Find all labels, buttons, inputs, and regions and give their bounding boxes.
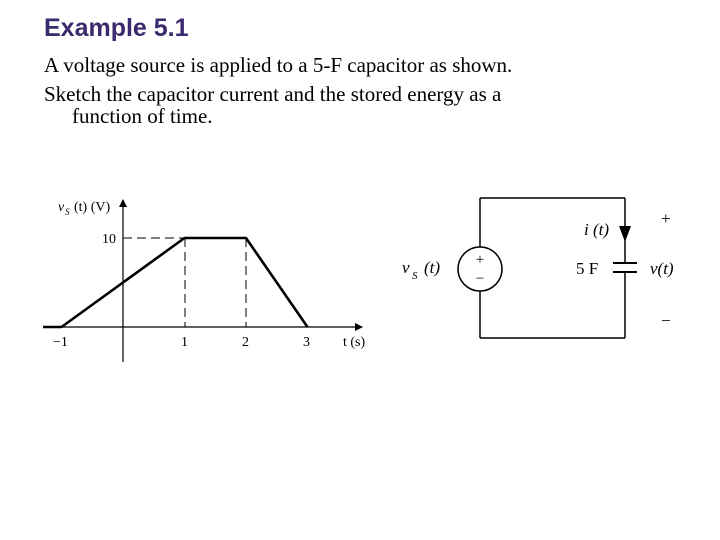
- y-axis-label-rest: (t) (V): [74, 200, 111, 215]
- slide-title: Example 5.1: [44, 14, 189, 42]
- capacitor-minus-sign: −: [661, 311, 671, 330]
- current-direction-arrow: [619, 226, 631, 242]
- problem-text-line-3: function of time.: [72, 104, 213, 128]
- x-tick-label-2: 2: [242, 335, 249, 350]
- voltage-waveform-graph: [43, 200, 365, 362]
- source-plus-sign: +: [475, 252, 485, 268]
- source-label-rest: (t): [424, 258, 441, 277]
- capacitor-voltage-label: v(t): [650, 259, 674, 278]
- y-axis-label-v: v: [58, 200, 65, 215]
- x-tick-label-1: 1: [181, 335, 188, 350]
- x-axis-label: t (s): [343, 335, 366, 350]
- source-minus-sign: −: [475, 271, 485, 287]
- capacitor-plus-sign: +: [661, 209, 671, 228]
- capacitor-value-label: 5 F: [576, 259, 599, 278]
- voltage-waveform-line: [43, 238, 307, 327]
- circuit-diagram: [402, 198, 674, 338]
- problem-text-line-2: Sketch the capacitor current and the stored energy as a: [44, 82, 502, 106]
- current-label: i (t): [584, 220, 610, 239]
- y-axis-label-sub: S: [65, 207, 70, 217]
- source-label-v: v: [402, 258, 410, 277]
- source-label-sub: S: [412, 270, 418, 282]
- x-tick-label-minus-1: −1: [53, 335, 68, 350]
- y-tick-label-10: 10: [102, 232, 116, 247]
- x-tick-label-3: 3: [303, 335, 310, 350]
- problem-text-line-1: A voltage source is applied to a 5-F capacitor as shown.: [44, 53, 513, 77]
- waveform-series: [43, 238, 307, 327]
